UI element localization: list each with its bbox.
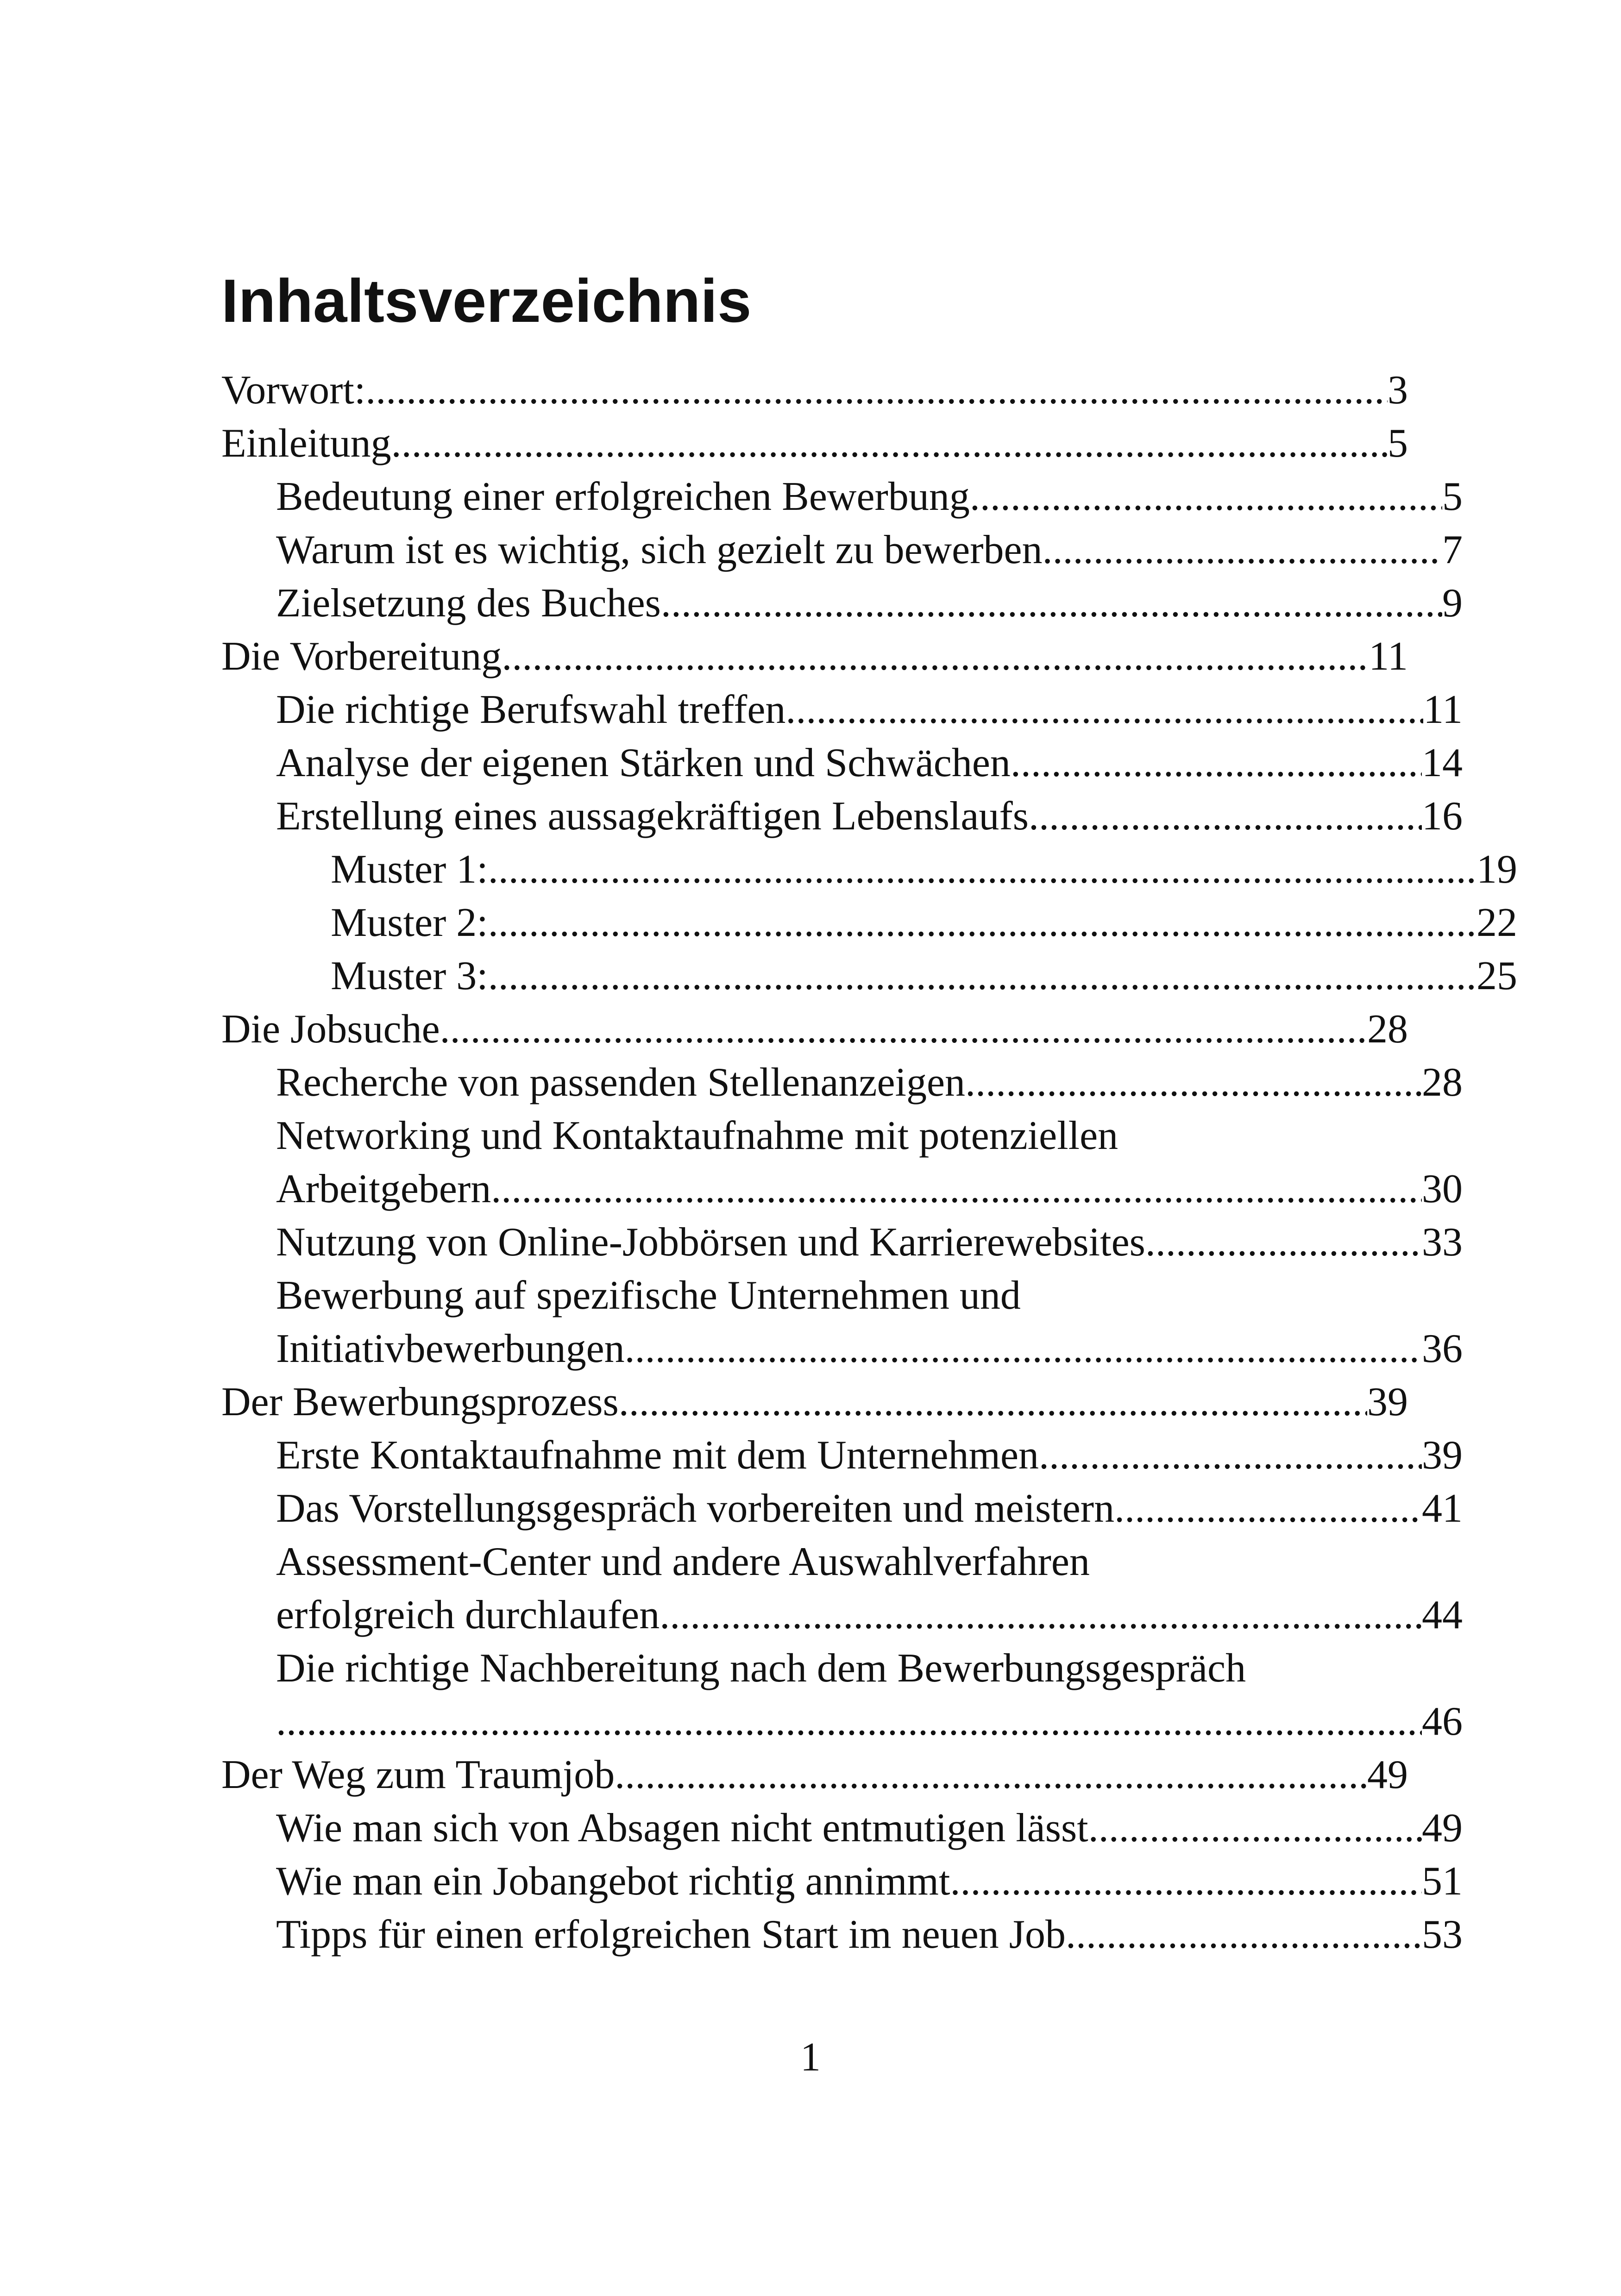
toc-entry-page-number: 51: [1422, 1859, 1463, 1904]
toc-entry-page-number: 11: [1369, 634, 1408, 679]
toc-entry-title: Muster 2:: [331, 900, 488, 945]
page-number: 1: [800, 2035, 821, 2080]
toc-entry-title: Das Vorstellungsgespräch vorbereiten und meistern: [276, 1486, 1115, 1531]
toc-entry-page-number: 22: [1476, 900, 1517, 945]
toc-entry-title: Die Vorbereitung: [221, 634, 502, 679]
toc-entry-title: Bedeutung einer erfolgreichen Bewerbung: [276, 474, 970, 519]
dot-leader: [276, 1695, 1422, 1748]
toc-entry-leader-row: [276, 683, 1463, 736]
toc-entry-page-number: 33: [1422, 1220, 1463, 1265]
toc-entry-page-number: 9: [1442, 581, 1463, 626]
toc-entry-leader-row: [331, 896, 1517, 949]
toc-entry-leader-row: [276, 790, 1463, 843]
toc-entry-title: Vorwort:: [221, 368, 366, 413]
toc-entry-page-number: 36: [1422, 1326, 1463, 1371]
toc-entry-page-number: 39: [1367, 1380, 1408, 1424]
toc-entry-title: Muster 1:: [331, 847, 488, 892]
dot-leader: [970, 470, 1442, 523]
dot-leader: [502, 630, 1369, 683]
toc-title: Inhaltsverzeichnis: [221, 267, 752, 335]
toc-entry-page-number: 14: [1422, 740, 1463, 785]
toc-entry-title: Analyse der eigenen Stärken und Schwächen: [276, 740, 1011, 785]
toc-entry-title: Nutzung von Online-Jobbörsen und Karrierewebsites: [276, 1220, 1145, 1265]
toc-entry-page-number: 46: [1422, 1699, 1463, 1744]
toc-entry-leader-row: [276, 1216, 1463, 1269]
toc-entry-title: Arbeitgebern: [276, 1167, 491, 1211]
toc-entry-leader-row: [221, 1003, 1408, 1056]
toc-entry[interactable]: [221, 1642, 1463, 1748]
dot-leader: [1066, 1908, 1422, 1961]
toc-entry-leader-row: [276, 1588, 1463, 1642]
toc-entry-page-number: 5: [1442, 474, 1463, 519]
toc-entry-leader-row: [276, 470, 1463, 523]
toc-entry[interactable]: [221, 470, 1463, 523]
toc-entry-leader-row: [276, 1801, 1463, 1855]
toc-entry-leader-row: [221, 1375, 1408, 1429]
dot-leader: [491, 1162, 1422, 1216]
toc-entry-leader-row: [221, 364, 1408, 417]
toc-entry[interactable]: [221, 790, 1463, 843]
dot-leader: [615, 1748, 1367, 1801]
toc-entry-leader-row: [331, 843, 1517, 896]
toc-entry-title-line: Networking und Kontaktaufnahme mit potenziellen: [276, 1113, 1118, 1158]
dot-leader: [365, 364, 1388, 417]
toc-entry-page-number: 30: [1422, 1167, 1463, 1211]
toc-entry-leader-row: [276, 1695, 1463, 1748]
toc-entry-page-number: 19: [1476, 847, 1517, 892]
toc-entry[interactable]: [221, 1429, 1463, 1482]
toc-entry-leader-row: [276, 1429, 1463, 1482]
toc-entry-title: Erste Kontaktaufnahme mit dem Unternehmen: [276, 1433, 1039, 1478]
toc-entry-page-number: 53: [1422, 1912, 1463, 1957]
toc-entry[interactable]: [221, 949, 1517, 1003]
toc-entry[interactable]: [221, 1269, 1463, 1375]
toc-entry[interactable]: [221, 736, 1463, 790]
dot-leader: [965, 1056, 1422, 1109]
toc-entry[interactable]: [221, 577, 1463, 630]
toc-entry-leader-row: [276, 1482, 1463, 1535]
toc-entry[interactable]: [221, 1109, 1463, 1216]
toc-entry-title: Zielsetzung des Buches: [276, 581, 661, 626]
toc-entry-leader-row: [276, 1056, 1463, 1109]
toc-entry-page-number: 44: [1422, 1593, 1463, 1637]
toc-entry-title: Wie man ein Jobangebot richtig annimmt: [276, 1859, 950, 1904]
toc-entry-page-number: 5: [1388, 421, 1408, 466]
toc-entry[interactable]: [221, 1855, 1463, 1908]
dot-leader: [660, 1588, 1422, 1642]
toc-entry[interactable]: [221, 1216, 1463, 1269]
dot-leader: [1088, 1801, 1422, 1855]
dot-leader: [1039, 1429, 1422, 1482]
toc-entry-leader-row: [276, 523, 1463, 577]
toc-entry-leader-row: [331, 949, 1517, 1003]
toc-entry[interactable]: [221, 1482, 1463, 1535]
toc-entry-leader-row: [221, 417, 1408, 470]
dot-leader: [1043, 523, 1442, 577]
dot-leader: [625, 1322, 1422, 1375]
toc-entry-title: Muster 3:: [331, 954, 488, 998]
dot-leader: [1029, 790, 1422, 843]
toc-entry-title: Wie man sich von Absagen nicht entmutigen lässt: [276, 1806, 1088, 1851]
dot-leader: [1011, 736, 1422, 790]
toc-entry[interactable]: [221, 1748, 1408, 1801]
toc-entry-page-number: 28: [1367, 1007, 1408, 1052]
toc-entry-leader-row: [276, 1855, 1463, 1908]
toc-entry-page-number: 49: [1422, 1806, 1463, 1851]
toc-entry-leader-row: [276, 1322, 1463, 1375]
toc-entry-page-number: 28: [1422, 1060, 1463, 1105]
dot-leader: [1114, 1482, 1422, 1535]
toc-entry[interactable]: [221, 417, 1408, 470]
toc-entry-leader-row: [276, 736, 1463, 790]
dot-leader: [661, 577, 1442, 630]
toc-entry-title: Initiativbewerbungen: [276, 1326, 625, 1371]
toc-entry-leader-row: [221, 1748, 1408, 1801]
toc-entry-title-line: Assessment-Center und andere Auswahlverfahren: [276, 1539, 1090, 1584]
toc-entry-title: Erstellung eines aussagekräftigen Lebenslaufs: [276, 794, 1029, 839]
toc-list: [221, 364, 1517, 1961]
toc-entry-title: Die richtige Berufswahl treffen: [276, 687, 786, 732]
dot-leader: [488, 896, 1476, 949]
toc-entry-title-line: Die richtige Nachbereitung nach dem Bewerbungsgespräch: [276, 1646, 1246, 1691]
toc-entry-page-number: 39: [1422, 1433, 1463, 1478]
dot-leader: [785, 683, 1423, 736]
toc-entry[interactable]: [221, 1375, 1408, 1429]
toc-entry[interactable]: [221, 1056, 1463, 1109]
toc-entry[interactable]: [221, 523, 1463, 577]
toc-entry-title: erfolgreich durchlaufen: [276, 1593, 660, 1637]
toc-entry-page-number: 49: [1367, 1752, 1408, 1797]
toc-entry-page-number: 7: [1442, 527, 1463, 572]
toc-entry[interactable]: [221, 683, 1463, 736]
dot-leader: [391, 417, 1388, 470]
toc-entry[interactable]: [221, 1801, 1463, 1855]
dot-leader: [488, 843, 1476, 896]
toc-entry[interactable]: [221, 843, 1517, 896]
toc-entry[interactable]: [221, 896, 1517, 949]
toc-entry-leader-row: [276, 577, 1463, 630]
toc-entry-leader-row: [221, 630, 1408, 683]
dot-leader: [440, 1003, 1367, 1056]
toc-entry-title: Die Jobsuche: [221, 1007, 440, 1052]
toc-entry[interactable]: [221, 630, 1408, 683]
dot-leader: [1145, 1216, 1422, 1269]
toc-entry-page-number: 16: [1422, 794, 1463, 839]
toc-entry-title: Der Bewerbungsprozess: [221, 1380, 619, 1424]
toc-entry-title: Warum ist es wichtig, sich gezielt zu bewerben: [276, 527, 1043, 572]
toc-entry-page-number: 41: [1422, 1486, 1463, 1531]
toc-entry-title-line: Bewerbung auf spezifische Unternehmen und: [276, 1273, 1021, 1318]
toc-entry[interactable]: [221, 364, 1408, 417]
toc-entry[interactable]: [221, 1908, 1463, 1961]
toc-entry-page-number: 25: [1476, 954, 1517, 998]
toc-entry-page-number: 3: [1388, 368, 1408, 413]
toc-entry-title: Tipps für einen erfolgreichen Start im neuen Job: [276, 1912, 1066, 1957]
toc-entry[interactable]: [221, 1535, 1463, 1642]
toc-entry-leader-row: [276, 1162, 1463, 1216]
dot-leader: [950, 1855, 1422, 1908]
toc-entry-title: Der Weg zum Traumjob: [221, 1752, 615, 1797]
toc-entry-page-number: 11: [1423, 687, 1463, 732]
toc-entry-title: Recherche von passenden Stellenanzeigen: [276, 1060, 966, 1105]
dot-leader: [619, 1375, 1367, 1429]
toc-entry-leader-row: [276, 1908, 1463, 1961]
toc-entry-title: Einleitung: [221, 421, 391, 466]
dot-leader: [488, 949, 1476, 1003]
toc-entry[interactable]: [221, 1003, 1408, 1056]
